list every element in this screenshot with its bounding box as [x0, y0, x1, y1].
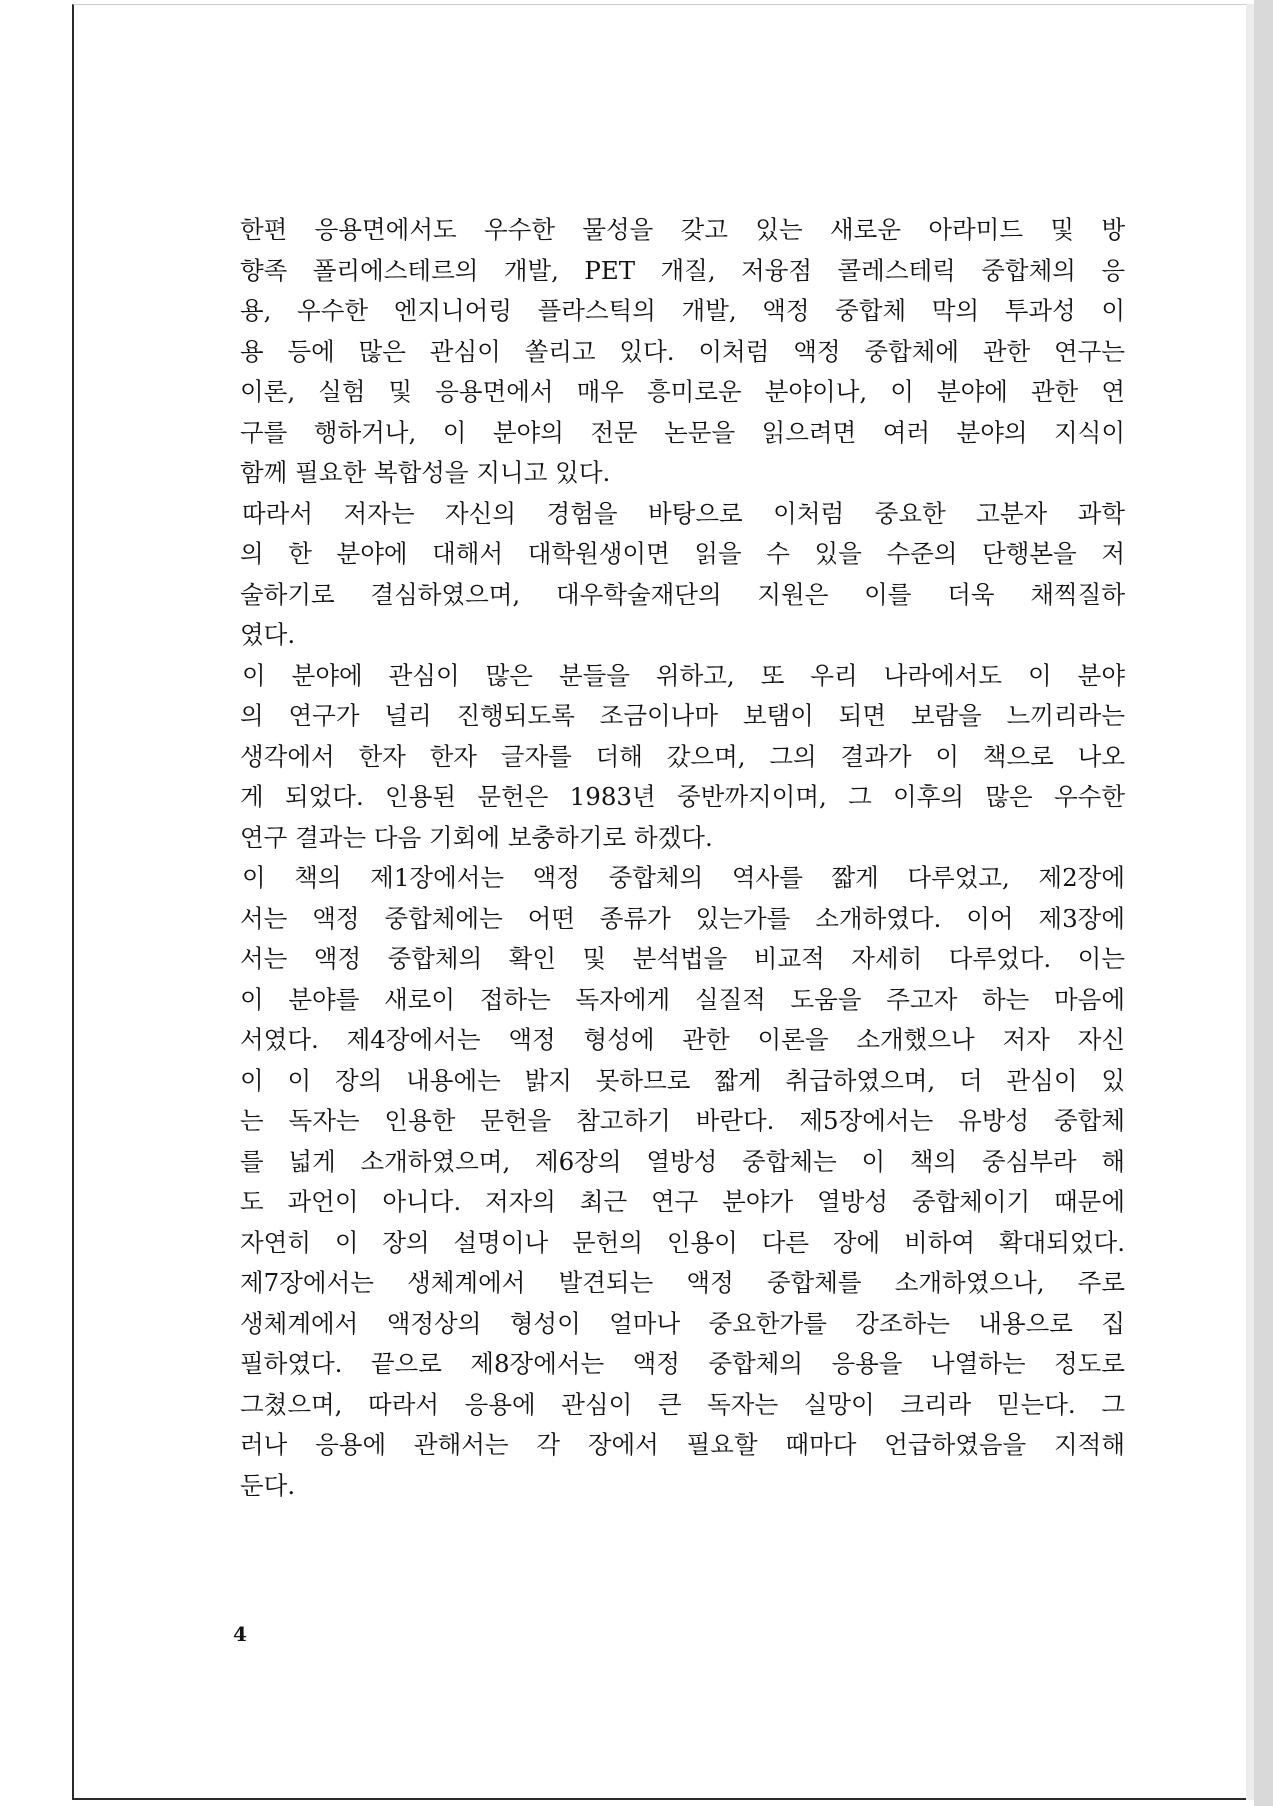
text-line: 이 분야를 새로이 접하는 독자에게 실질적 도움을 주고자 하는 마음에 — [240, 984, 1125, 1014]
text-line: 그쳤으며, 따라서 응용에 관심이 큰 독자는 실망이 크리라 믿는다. 그 — [240, 1389, 1125, 1419]
text-line: 구를 행하거나, 이 분야의 전문 논문을 읽으려면 여러 분야의 지식이 — [240, 417, 1125, 447]
right-gutter — [1254, 0, 1273, 1806]
text-line: 따라서 저자는 자신의 경험을 바탕으로 이처럼 중요한 고분자 과학 — [242, 498, 1125, 528]
text-line: 연구 결과는 다음 기회에 보충하기로 하겠다. — [240, 822, 713, 852]
text-line: 이 이 장의 내용에는 밝지 못하므로 짧게 취급하였으며, 더 관심이 있 — [240, 1065, 1125, 1095]
text-line: 생각에서 한자 한자 글자를 더해 갔으며, 그의 결과가 이 책으로 나오 — [240, 741, 1125, 771]
text-line: 서는 액정 중합체의 확인 및 분석법을 비교적 자세히 다루었다. 이는 — [240, 944, 1125, 973]
text-line: 였다. — [240, 620, 296, 649]
text-line: 한편 응용면에서도 우수한 물성을 갖고 있는 새로운 아라미드 및 방 — [240, 215, 1125, 244]
text-line: 의 연구가 널리 진행되도록 조금이나마 보탬이 되면 보람을 느끼리라는 — [240, 701, 1125, 730]
text-line: 용, 우수한 엔지니어링 플라스틱의 개발, 액정 중합체 막의 투과성 이 — [240, 296, 1125, 325]
text-line: 게 되었다. 인용된 문헌은 1983년 중반까지이며, 그 이후의 많은 우수한 — [240, 782, 1125, 811]
text-line: 이 책의 제1장에서는 액정 중합체의 역사를 짧게 다루었고, 제2장에 — [242, 863, 1125, 892]
text-line: 의 한 분야에 대해서 대학원생이면 읽을 수 있을 수준의 단행본을 저 — [240, 539, 1125, 568]
text-line: 서였다. 제4장에서는 액정 형성에 관한 이론을 소개했으나 저자 자신 — [240, 1025, 1125, 1054]
text-line: 생체계에서 액정상의 형성이 얼마나 중요한가를 강조하는 내용으로 집 — [240, 1308, 1125, 1338]
text-line: 는 독자는 인용한 문헌을 참고하기 바란다. 제5장에서는 유방성 중합체 — [240, 1106, 1125, 1135]
text-line: 필하였다. 끝으로 제8장에서는 액정 중합체의 응용을 나열하는 정도로 — [240, 1349, 1125, 1378]
text-line: 서는 액정 중합체에는 어떤 종류가 있는가를 소개하였다. 이어 제3장에 — [240, 903, 1125, 933]
body-text — [240, 210, 1125, 1506]
text-line: 용 등에 많은 관심이 쏠리고 있다. 이처럼 액정 중합체에 관한 연구는 — [240, 336, 1125, 366]
text-line: 러나 응용에 관해서는 각 장에서 필요할 때마다 언급하였음을 지적해 — [240, 1430, 1125, 1459]
text-line: 이 분야에 관심이 많은 분들을 위하고, 또 우리 나라에서도 이 분야 — [242, 660, 1125, 690]
text-line: 제7장에서는 생체계에서 발견되는 액정 중합체를 소개하였으나, 주로 — [240, 1268, 1125, 1297]
text-line: 자연히 이 장의 설명이나 문헌의 인용이 다른 장에 비하여 확대되었다. — [240, 1227, 1125, 1257]
page-edge-shadow — [1246, 4, 1254, 1800]
text-line: 도 과언이 아니다. 저자의 최근 연구 분야가 열방성 중합체이기 때문에 — [240, 1187, 1125, 1216]
page-number: 4 — [233, 1622, 247, 1646]
text-line: 함께 필요한 복합성을 지니고 있다. — [240, 458, 611, 487]
text-line: 이론, 실험 및 응용면에서 매우 흥미로운 분야이나, 이 분야에 관한 연 — [240, 377, 1125, 406]
text-line: 술하기로 결심하였으며, 대우학술재단의 지원은 이를 더욱 채찍질하 — [240, 579, 1125, 609]
text-line: 둔다. — [240, 1470, 296, 1500]
text-line: 를 넓게 소개하였으며, 제6장의 열방성 중합체는 이 책의 중심부라 해 — [240, 1146, 1125, 1176]
text-line: 향족 폴리에스테르의 개발, PET 개질, 저융점 콜레스테릭 중합체의 응 — [240, 255, 1125, 285]
